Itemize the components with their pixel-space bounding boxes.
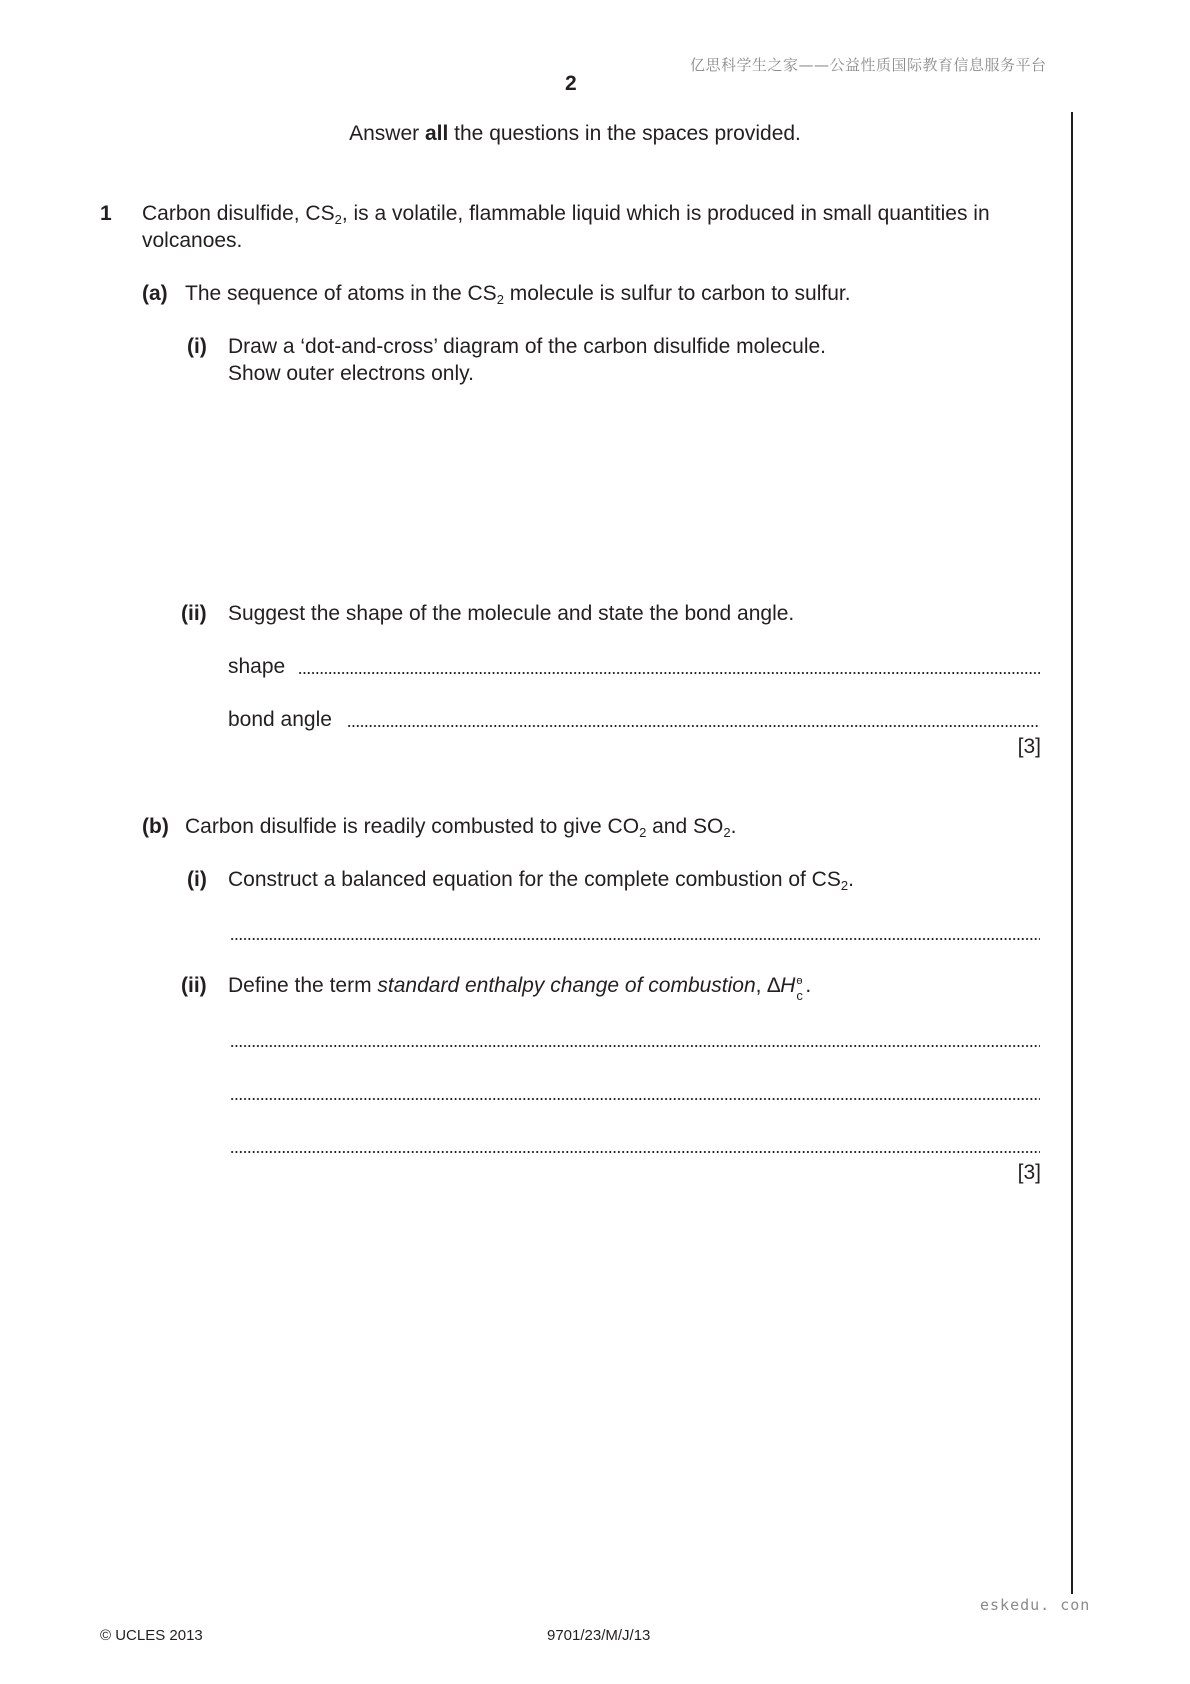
shape-label: shape [228, 655, 286, 678]
part-b-ii-label: (ii) [181, 974, 207, 997]
shape-answer-line[interactable] [298, 672, 1040, 674]
definition-answer-line-3[interactable] [230, 1151, 1040, 1153]
definition-answer-line-1[interactable] [230, 1045, 1040, 1047]
copyright: © UCLES 2013 [100, 1627, 203, 1644]
question-number: 1 [100, 202, 112, 225]
bond-angle-answer-line[interactable] [347, 725, 1040, 727]
question-intro-line2: volcanoes. [142, 229, 243, 252]
part-b-ii-text: Define the term standard enthalpy change of combustion, ∆H ө c . [228, 974, 812, 1003]
question-intro: Carbon disulfide, $CS_2$, is a volatile, flammable liquid which is produced in small quantities in [142, 202, 990, 227]
marks-b: [3] [1017, 1161, 1041, 1184]
part-a-text: The sequence of atoms in the $CS_2$ molecule is sulfur to carbon to sulfur. [185, 282, 851, 307]
part-a-i-label: (i) [187, 335, 207, 358]
instruction: Answer all the questions in the spaces provided. [349, 122, 801, 145]
header-watermark: 亿思科学生之家——公益性质国际教育信息服务平台 [690, 56, 1047, 74]
part-a-ii-text: Suggest the shape of the molecule and state the bond angle. [228, 602, 795, 625]
bond-angle-label: bond angle [228, 708, 332, 731]
part-b-text: Carbon disulfide is readily combusted to give $CO_2$ and $SO_2$. [185, 815, 737, 840]
part-b-label: (b) [142, 815, 169, 838]
equation-answer-line[interactable] [230, 938, 1040, 940]
part-a-label: (a) [142, 282, 168, 305]
footer-watermark: eskedu. con [980, 1596, 1091, 1614]
paper-code: 9701/23/M/J/13 [547, 1627, 651, 1644]
part-a-i-line1: Draw a ‘dot-and-cross’ diagram of the carbon disulfide molecule. [228, 335, 827, 358]
part-b-i-label: (i) [187, 868, 207, 891]
part-a-i-line2: Show outer electrons only. [228, 362, 474, 385]
definition-answer-line-2[interactable] [230, 1098, 1040, 1100]
marks-a: [3] [1017, 735, 1041, 758]
part-b-i-text: Construct a balanced equation for the complete combustion of $CS_2$. [228, 868, 854, 893]
page-number: 2 [565, 72, 577, 95]
part-a-ii-label: (ii) [181, 602, 207, 625]
margin-rule [1071, 112, 1073, 1594]
